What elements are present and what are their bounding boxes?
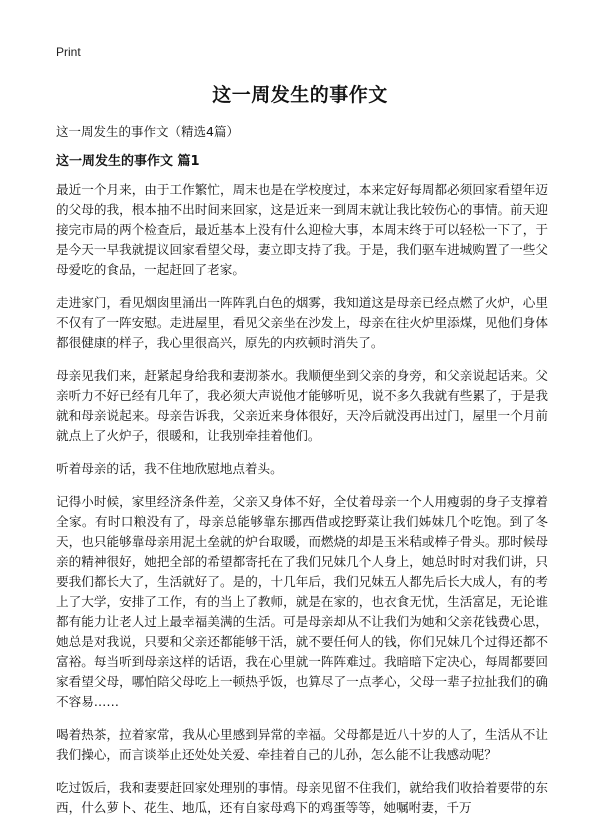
document-title: 这一周发生的事作文 (212, 84, 388, 106)
paragraph-2: 走进家门，看见烟囱里涌出一阵阵乳白色的烟雾，我知道这是母亲已经点燃了火炉，心里不仅有了一阵安慰。走进屋里，看见父亲坐在沙发上，母亲在往火炉里添煤，见他们身体都很健康的样子，我心里很高兴，原先的内疚顿时消失了。 (56, 295, 548, 350)
paragraph-3: 母亲见我们来，赶紧起身给我和妻沏茶水。我顺便坐到父亲的身旁，和父亲说起话来。父亲听力不好已经有几年了，我必须大声说他才能够听见，说不多久我就有些累了，于是我就和母亲说起来。母亲告诉我，父亲近来身体很好，天冷后就没再出过门，屋里一个月前就点上了火炉子，很暖和，让我别牵挂着他们。 (56, 368, 548, 443)
document-subtitle: 这一周发生的事作文（精选4篇） (56, 124, 239, 139)
paragraph-7: 吃过饭后，我和妻要赶回家处理别的事情。母亲见留不住我们，就给我们收拾着要带的东西，什么萝卜、花生、地瓜，还有自家母鸡下的鸡蛋等等，她嘱咐妻，千万 (56, 780, 548, 815)
section-heading: 这一周发生的事作文 篇1 (56, 154, 200, 169)
print-label[interactable]: Print (56, 45, 81, 59)
paragraph-1: 最近一个月来，由于工作繁忙，周末也是在学校度过，本来定好每周都必须回家看望年迈的父母的我，根本抽不出时间来回家，这是近来一到周末就让我比较伤心的事情。前天迎接完市局的两个检查后，最近基本上没有什么迎检大事，本周末终于可以轻松一下了，于是今天一早我就提议回家看望父母，妻立即支持了我。于是，我们驱车进城购置了一些父母爱吃的食品，一起赶回了老家。 (56, 182, 548, 277)
paragraph-6: 喝着热茶，拉着家常，我从心里感到异常的幸福。父母都是近八十岁的人了，生活从不让我们操心，而言谈举止还处处关爱、牵挂着自己的儿孙，怎么能不让我感动呢？ (56, 727, 548, 762)
article-body (56, 180, 548, 828)
paragraph-5: 记得小时候，家里经济条件差，父亲又身体不好，全仗着母亲一个人用瘦弱的身子支撑着全家。有时口粮没有了，母亲总能够靠东挪西借或挖野菜让我们姊妹几个吃饱。到了冬天，也只能够靠母亲用泥土垒就的炉台取暖，而燃烧的却是玉米秸或棒子骨头。那时候母亲的精神很好，她把全部的希望都寄托在了我们兄妹几个人身上，她总时时对我们讲，只要我们都长大了，生活就好了。是的，十几年后，我们兄妹五人都先后长大成人，有的考上了大学，安排了工作，有的当上了教师，就是在家的，也衣食无忧，生活富足，无论谁都有能力让老人过上最幸福美满的生活。可是母亲却从不让我们为她和父亲花钱费心思，她总是对我说，只要和父亲还都能够干活，就不要任何人的钱，你们兄妹几个过得还都不富裕。每当听到母亲这样的话语，我在心里就一阵阵难过。我暗暗下定决心，每周都要回家看望父母，哪怕陪父母吃上一顿热乎饭，也算尽了一点孝心，父母一辈子拉扯我们的确不容易…… (56, 494, 548, 709)
paragraph-4: 听着母亲的话，我不住地欣慰地点着头。 (56, 461, 283, 476)
